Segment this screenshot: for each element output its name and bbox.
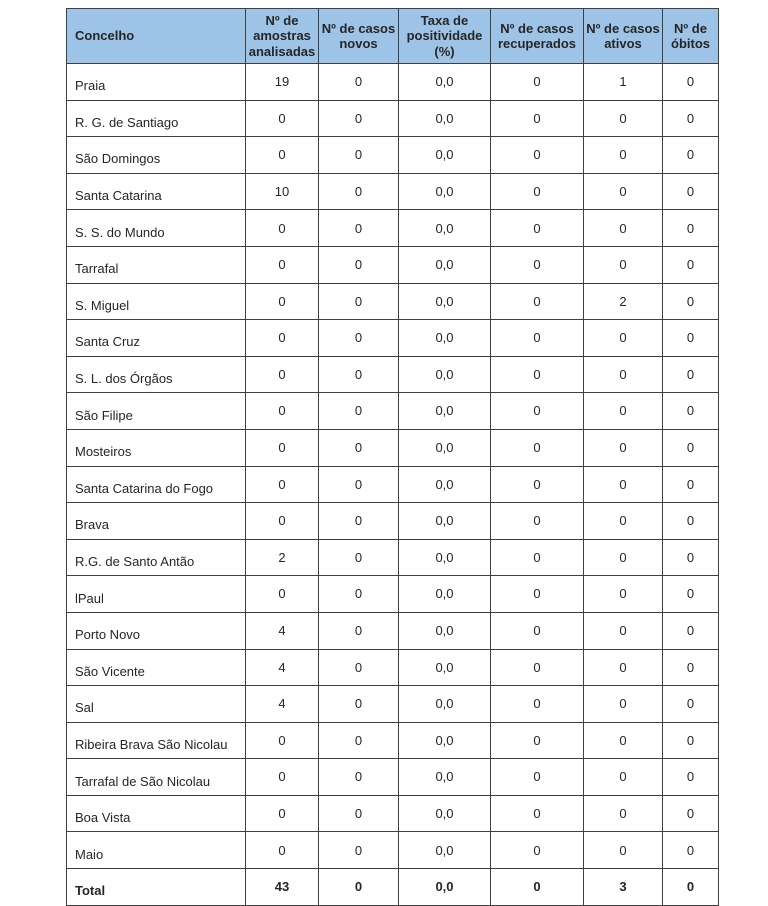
- value-cell: 0: [491, 356, 584, 393]
- column-header-n-de-obitos: Nº de óbitos: [663, 9, 719, 64]
- value-cell: 0: [663, 246, 719, 283]
- table-row-santa-catarina-do-fogo: [67, 466, 719, 503]
- value-cell: 0: [246, 576, 319, 613]
- value-cell: 0: [491, 759, 584, 796]
- value-cell: 0: [491, 320, 584, 357]
- value-cell: 2: [246, 539, 319, 576]
- value-cell: 0: [663, 64, 719, 101]
- value-cell: 0,0: [399, 320, 491, 357]
- column-header-taxa-de-positividade: Taxa de positividade (%): [399, 9, 491, 64]
- value-cell: 0: [584, 539, 663, 576]
- concelho-cell: Porto Novo: [67, 612, 246, 649]
- value-cell: 0,0: [399, 246, 491, 283]
- value-cell: 4: [246, 649, 319, 686]
- concelho-cell: Total: [67, 869, 246, 906]
- value-cell: 0: [319, 100, 399, 137]
- concelho-cell: Sal: [67, 686, 246, 723]
- column-header-n-de-casos-ativos: Nº de casos ativos: [584, 9, 663, 64]
- value-cell: 0: [246, 320, 319, 357]
- value-cell: 0: [319, 722, 399, 759]
- value-cell: 0: [246, 283, 319, 320]
- value-cell: 0: [319, 210, 399, 247]
- concelho-cell: R. G. de Santiago: [67, 100, 246, 137]
- value-cell: 0,0: [399, 612, 491, 649]
- value-cell: 0,0: [399, 137, 491, 174]
- value-cell: 0: [319, 686, 399, 723]
- concelho-cell: S. S. do Mundo: [67, 210, 246, 247]
- table-row-lpaul: [67, 576, 719, 613]
- value-cell: 0,0: [399, 869, 491, 906]
- value-cell: 0: [246, 795, 319, 832]
- table-row-r-g-de-santo-antao: [67, 539, 719, 576]
- value-cell: 0: [246, 759, 319, 796]
- value-cell: 0: [584, 137, 663, 174]
- value-cell: 0: [319, 320, 399, 357]
- value-cell: 0,0: [399, 210, 491, 247]
- value-cell: 0,0: [399, 722, 491, 759]
- table-row-sal: [67, 686, 719, 723]
- value-cell: 2: [584, 283, 663, 320]
- table-row-sao-domingos: [67, 137, 719, 174]
- value-cell: 19: [246, 64, 319, 101]
- value-cell: 4: [246, 686, 319, 723]
- value-cell: 43: [246, 869, 319, 906]
- table-row-sao-vicente: [67, 649, 719, 686]
- concelho-cell: Tarrafal de São Nicolau: [67, 759, 246, 796]
- column-header-n-de-casos-novos: Nº de casos novos: [319, 9, 399, 64]
- value-cell: 0: [584, 320, 663, 357]
- value-cell: 0: [663, 686, 719, 723]
- value-cell: 0: [491, 649, 584, 686]
- table-row-praia: [67, 64, 719, 101]
- value-cell: 0,0: [399, 356, 491, 393]
- concelho-statistics-table: [66, 8, 719, 906]
- value-cell: 0: [491, 466, 584, 503]
- value-cell: 0: [584, 759, 663, 796]
- value-cell: 0: [319, 612, 399, 649]
- concelho-cell: S. Miguel: [67, 283, 246, 320]
- table-row-ribeira-brava-sao-nicolau: [67, 722, 719, 759]
- value-cell: 0: [584, 246, 663, 283]
- value-cell: 4: [246, 612, 319, 649]
- value-cell: 0: [319, 356, 399, 393]
- table-row-s-miguel: [67, 283, 719, 320]
- value-cell: 0: [663, 466, 719, 503]
- concelho-cell: Maio: [67, 832, 246, 869]
- value-cell: 0: [246, 503, 319, 540]
- value-cell: 0: [663, 100, 719, 137]
- value-cell: 0: [319, 832, 399, 869]
- value-cell: 0: [246, 246, 319, 283]
- value-cell: 0: [319, 539, 399, 576]
- value-cell: 0: [491, 722, 584, 759]
- value-cell: 0: [319, 283, 399, 320]
- value-cell: 0,0: [399, 283, 491, 320]
- value-cell: 0: [319, 576, 399, 613]
- value-cell: 0: [584, 722, 663, 759]
- value-cell: 0: [584, 100, 663, 137]
- value-cell: 0: [491, 283, 584, 320]
- value-cell: 0: [246, 137, 319, 174]
- value-cell: 0: [663, 539, 719, 576]
- value-cell: 0: [663, 759, 719, 796]
- value-cell: 0: [663, 869, 719, 906]
- value-cell: 0: [491, 832, 584, 869]
- value-cell: 0: [584, 393, 663, 430]
- value-cell: 0: [491, 137, 584, 174]
- column-header-n-de-amostras-analisadas: Nº de amostras analisadas: [246, 9, 319, 64]
- value-cell: 0: [246, 722, 319, 759]
- table-row-s-l-dos-orgaos: [67, 356, 719, 393]
- value-cell: 0: [663, 722, 719, 759]
- value-cell: 0: [491, 100, 584, 137]
- table-row-porto-novo: [67, 612, 719, 649]
- value-cell: 0,0: [399, 503, 491, 540]
- value-cell: 0: [663, 137, 719, 174]
- value-cell: 0,0: [399, 393, 491, 430]
- value-cell: 0: [319, 795, 399, 832]
- value-cell: 0: [584, 795, 663, 832]
- value-cell: 0: [584, 503, 663, 540]
- value-cell: 0,0: [399, 539, 491, 576]
- value-cell: 0: [246, 100, 319, 137]
- value-cell: 0: [491, 393, 584, 430]
- value-cell: 0: [491, 576, 584, 613]
- value-cell: 0,0: [399, 832, 491, 869]
- value-cell: 1: [584, 64, 663, 101]
- table-row-tarrafal-de-sao-nicolau: [67, 759, 719, 796]
- value-cell: 0: [319, 393, 399, 430]
- concelho-cell: S. L. dos Órgãos: [67, 356, 246, 393]
- value-cell: 0: [319, 173, 399, 210]
- value-cell: 0: [491, 173, 584, 210]
- value-cell: 0,0: [399, 173, 491, 210]
- value-cell: 0: [319, 503, 399, 540]
- table-row-maio: [67, 832, 719, 869]
- value-cell: 0: [246, 429, 319, 466]
- concelho-cell: Praia: [67, 64, 246, 101]
- value-cell: 0: [319, 466, 399, 503]
- value-cell: 3: [584, 869, 663, 906]
- value-cell: 0: [663, 832, 719, 869]
- value-cell: 0: [246, 356, 319, 393]
- value-cell: 0: [584, 356, 663, 393]
- table-row-tarrafal: [67, 246, 719, 283]
- concelho-cell: Santa Catarina: [67, 173, 246, 210]
- header-row: [67, 9, 719, 64]
- table-row-r-g-de-santiago: [67, 100, 719, 137]
- value-cell: 0: [319, 429, 399, 466]
- table-row-santa-catarina: [67, 173, 719, 210]
- column-header-concelho: Concelho: [67, 9, 246, 64]
- column-header-n-de-casos-recuperados: Nº de casos recuperados: [491, 9, 584, 64]
- value-cell: 0,0: [399, 466, 491, 503]
- value-cell: 0: [584, 173, 663, 210]
- value-cell: 0: [663, 283, 719, 320]
- value-cell: 0: [491, 64, 584, 101]
- value-cell: 0: [663, 210, 719, 247]
- table-header: [67, 9, 719, 64]
- value-cell: 0: [663, 612, 719, 649]
- value-cell: 0: [491, 503, 584, 540]
- concelho-cell: Boa Vista: [67, 795, 246, 832]
- concelho-cell: Ribeira Brava São Nicolau: [67, 722, 246, 759]
- table-row-mosteiros: [67, 429, 719, 466]
- value-cell: 0: [663, 429, 719, 466]
- value-cell: 0: [246, 393, 319, 430]
- value-cell: 0: [319, 759, 399, 796]
- value-cell: 0: [584, 429, 663, 466]
- value-cell: 0,0: [399, 429, 491, 466]
- value-cell: 0: [319, 649, 399, 686]
- concelho-cell: R.G. de Santo Antão: [67, 539, 246, 576]
- value-cell: 0,0: [399, 795, 491, 832]
- value-cell: 0: [663, 503, 719, 540]
- value-cell: 0: [663, 649, 719, 686]
- concelho-cell: São Domingos: [67, 137, 246, 174]
- table-row-sao-filipe: [67, 393, 719, 430]
- concelho-cell: Mosteiros: [67, 429, 246, 466]
- value-cell: 0,0: [399, 576, 491, 613]
- value-cell: 0: [584, 686, 663, 723]
- concelho-cell: Santa Cruz: [67, 320, 246, 357]
- value-cell: 0: [491, 795, 584, 832]
- table-row-boa-vista: [67, 795, 719, 832]
- value-cell: 0: [663, 356, 719, 393]
- value-cell: 0: [584, 832, 663, 869]
- value-cell: 10: [246, 173, 319, 210]
- value-cell: 0: [491, 539, 584, 576]
- value-cell: 0: [663, 393, 719, 430]
- concelho-cell: Tarrafal: [67, 246, 246, 283]
- value-cell: 0: [246, 832, 319, 869]
- value-cell: 0: [584, 576, 663, 613]
- concelho-cell: São Filipe: [67, 393, 246, 430]
- value-cell: 0: [246, 210, 319, 247]
- value-cell: 0: [491, 869, 584, 906]
- value-cell: 0: [319, 246, 399, 283]
- value-cell: 0: [584, 466, 663, 503]
- value-cell: 0: [491, 246, 584, 283]
- table-row-s-s-do-mundo: [67, 210, 719, 247]
- value-cell: 0: [663, 795, 719, 832]
- value-cell: 0: [319, 64, 399, 101]
- value-cell: 0: [246, 466, 319, 503]
- concelho-cell: Brava: [67, 503, 246, 540]
- value-cell: 0: [584, 612, 663, 649]
- table-row-brava: [67, 503, 719, 540]
- value-cell: 0: [491, 686, 584, 723]
- value-cell: 0: [663, 576, 719, 613]
- value-cell: 0,0: [399, 759, 491, 796]
- concelho-cell: São Vicente: [67, 649, 246, 686]
- table-row-santa-cruz: [67, 320, 719, 357]
- table-body: [67, 64, 719, 906]
- total-row: [67, 869, 719, 906]
- value-cell: 0: [584, 649, 663, 686]
- concelho-cell: lPaul: [67, 576, 246, 613]
- value-cell: 0: [319, 869, 399, 906]
- value-cell: 0: [491, 612, 584, 649]
- value-cell: 0,0: [399, 649, 491, 686]
- value-cell: 0: [491, 429, 584, 466]
- value-cell: 0: [584, 210, 663, 247]
- value-cell: 0,0: [399, 686, 491, 723]
- value-cell: 0: [663, 173, 719, 210]
- value-cell: 0: [663, 320, 719, 357]
- value-cell: 0,0: [399, 64, 491, 101]
- value-cell: 0: [319, 137, 399, 174]
- value-cell: 0,0: [399, 100, 491, 137]
- value-cell: 0: [491, 210, 584, 247]
- concelho-cell: Santa Catarina do Fogo: [67, 466, 246, 503]
